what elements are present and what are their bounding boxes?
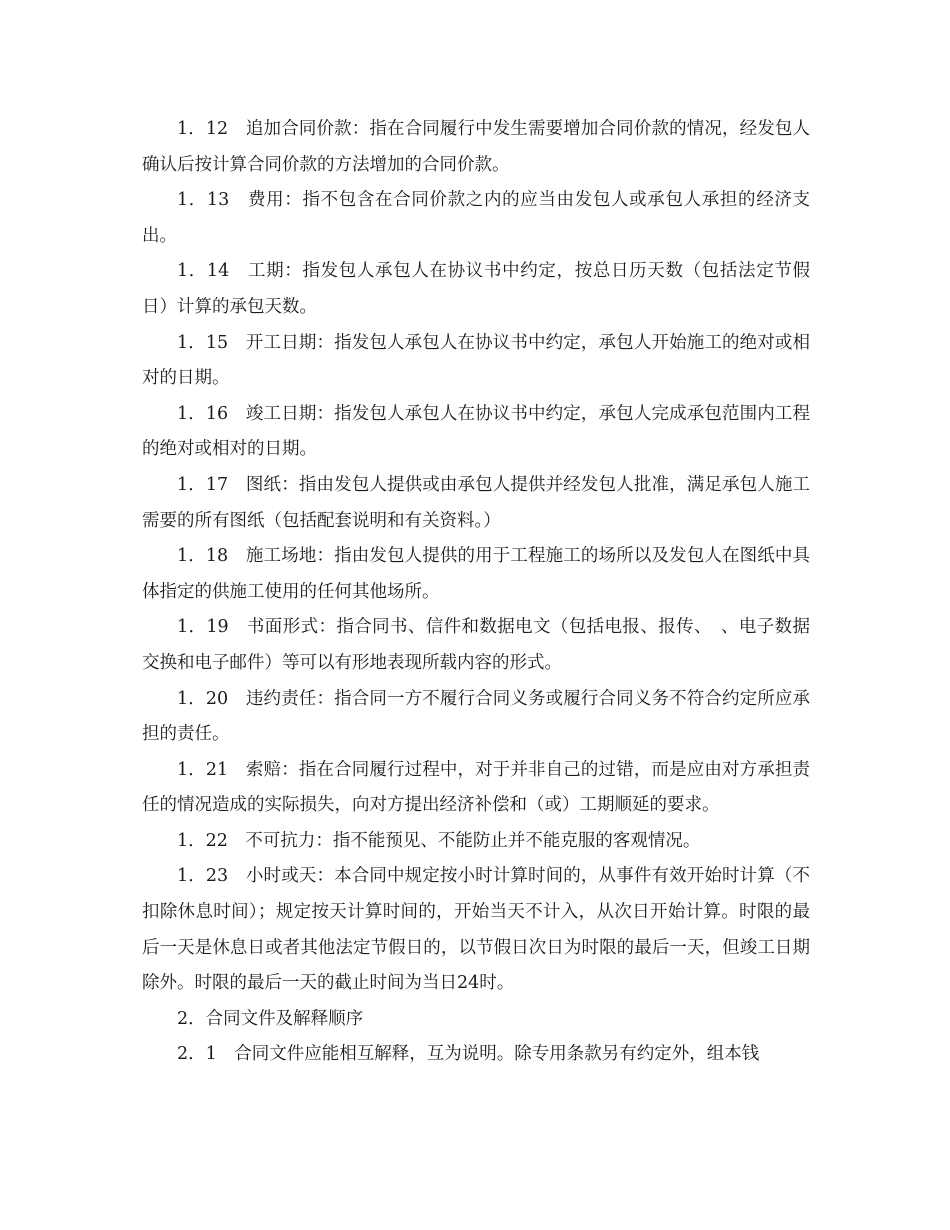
- paragraph-1-22: 1．22 不可抗力：指不能预见、不能防止并不能克服的客观情况。: [177, 830, 701, 851]
- document-body: [142, 112, 810, 1073]
- paragraph-1-15: 1．15 开工日期：指发包人承包人在协议书中约定，承包人开始施工的绝对或相对的日期。: [142, 332, 810, 389]
- paragraph-1-12: 1．12 追加合同价款：指在合同履行中发生需要增加合同价款的情况，经发包人确认后按计算合同价款的方法增加的合同价款。: [142, 119, 810, 175]
- paragraph-1-17: 1．17 图纸：指由发包人提供或由承包人提供并经发包人批准，满足承包人施工需要的所有图纸（包括配套说明和有关资料。）: [142, 474, 810, 531]
- paragraph-1-23: 1．23 小时或天：本合同中规定按小时计算时间的，从事件有效开始时计算（不扣除休息时间）；规定按天计算时间的，开始当天不计入，从次日开始计算。时限的最后一天是休息日或者其他法定节假日的，以节假日次日为时限的最后一天，但竣工日期除外。时限的最后一天的截止时间为当日24时。: [142, 866, 810, 994]
- section-heading-2: 2．合同文件及解释顺序: [177, 1008, 364, 1029]
- paragraph-1-19: 1．19 书面形式：指合同书、信件和数据电文（包括电报、报传、 、电子数据交换和电子邮件）等可以有形地表现所载内容的形式。: [142, 617, 810, 673]
- paragraph-1-13: 1．13 费用：指不包含在合同价款之内的应当由发包人或承包人承担的经济支出。: [142, 190, 810, 246]
- paragraph-1-16: 1．16 竣工日期：指发包人承包人在协议书中约定，承包人完成承包范围内工程的绝对或相对的日期。: [142, 403, 810, 460]
- paragraph-1-14: 1．14 工期：指发包人承包人在协议书中约定，按总日历天数（包括法定节假日）计算的承包天数。: [142, 261, 810, 317]
- paragraph-1-21: 1．21 索赔：指在合同履行过程中，对于并非自己的过错，而是应由对方承担责任的情况造成的实际损失，向对方提出经济补偿和（或）工期顺延的要求。: [142, 759, 810, 816]
- paragraph-1-18: 1．18 施工场地：指由发包人提供的用于工程施工的场所以及发包人在图纸中具体指定的供施工使用的任何其他场所。: [142, 546, 810, 602]
- paragraph-2-1: 2．1 合同文件应能相互解释，互为说明。除专用条款另有约定外，组本钱: [177, 1044, 760, 1065]
- paragraph-1-20: 1．20 违约责任：指合同一方不履行合同义务或履行合同义务不符合约定所应承担的责任。: [142, 688, 810, 745]
